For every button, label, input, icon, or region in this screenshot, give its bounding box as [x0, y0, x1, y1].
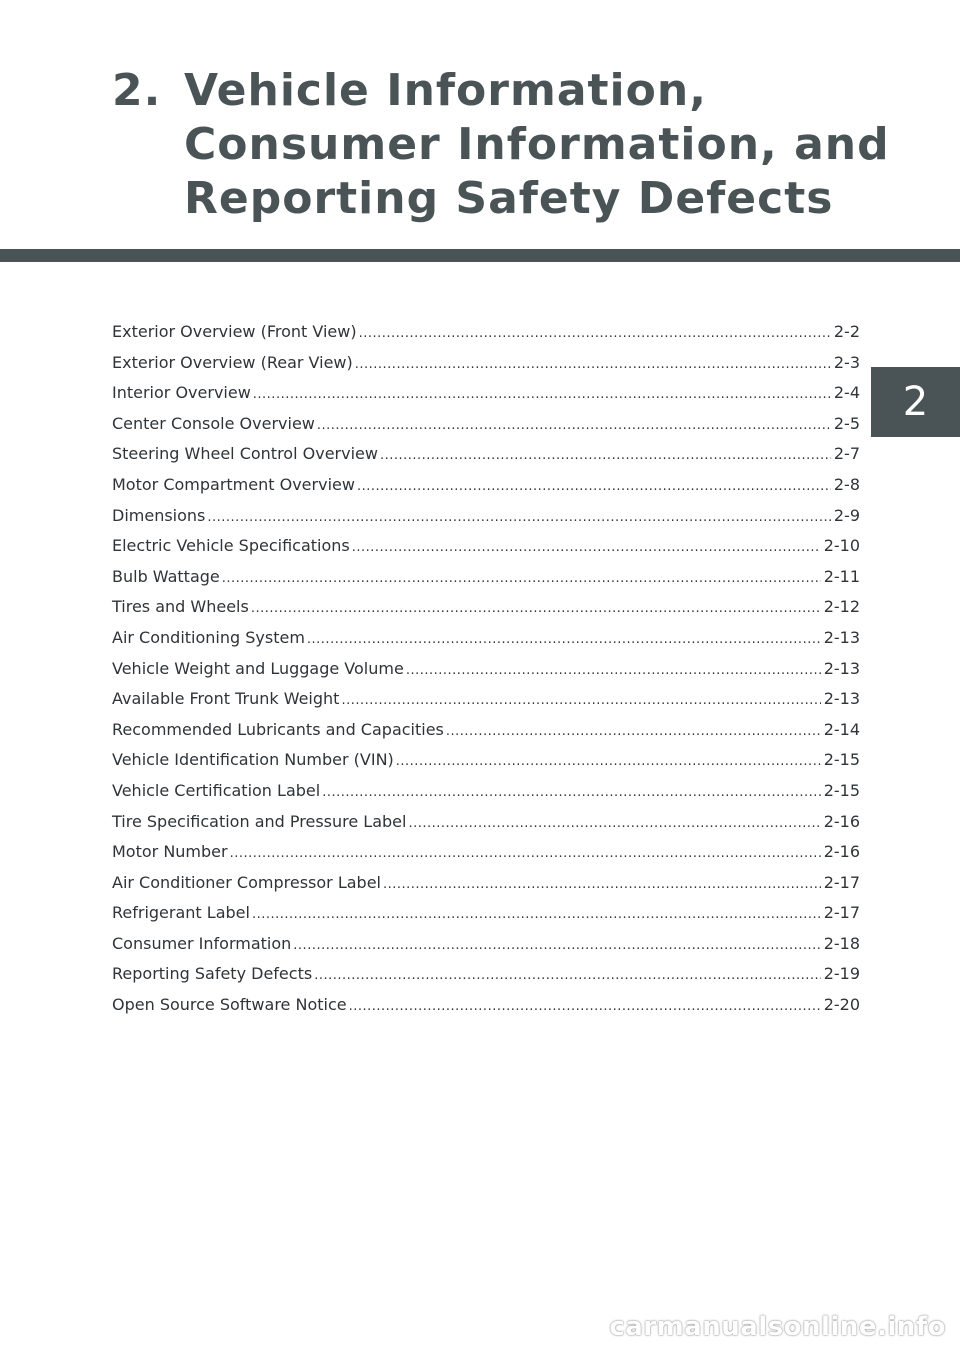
toc-leader-dots: [252, 907, 821, 922]
toc-leader-dots: [341, 693, 820, 708]
toc-entry-title: Air Conditioning System: [112, 627, 305, 647]
toc-entry-page: 2-19: [823, 964, 860, 984]
header-divider: [0, 249, 960, 262]
toc-entry[interactable]: [112, 322, 860, 353]
toc-entry-page: 2-4: [833, 383, 860, 403]
toc-entry-title: Motor Compartment Overview: [112, 474, 355, 494]
toc-entry[interactable]: [112, 964, 860, 995]
toc-entry[interactable]: [112, 873, 860, 904]
toc-entry[interactable]: [112, 475, 860, 506]
toc-entry-title: Reporting Safety Defects: [112, 964, 313, 984]
toc-entry-page: 2-15: [823, 780, 860, 800]
toc-leader-dots: [322, 785, 820, 800]
toc-leader-dots: [251, 601, 821, 616]
toc-entry[interactable]: [112, 353, 860, 384]
chapter-title-line-3: Reporting Safety Defects: [184, 173, 834, 224]
toc-entry-page: 2-3: [833, 352, 860, 372]
toc-entry-page: 2-12: [823, 597, 860, 617]
chapter-title-line-1: Vehicle Information,: [184, 65, 707, 116]
toc-entry[interactable]: [112, 812, 860, 843]
toc-leader-dots: [359, 326, 831, 341]
toc-entry[interactable]: [112, 781, 860, 812]
toc-entry-page: 2-7: [833, 444, 860, 464]
toc-entry-title: Recommended Lubricants and Capacities: [112, 719, 444, 739]
toc-leader-dots: [446, 724, 821, 739]
table-of-contents: [112, 322, 860, 1026]
toc-entry-title: Exterior Overview (Front View): [112, 322, 357, 341]
chapter-title: [184, 64, 924, 226]
toc-leader-dots: [383, 877, 821, 892]
toc-leader-dots: [355, 357, 831, 372]
toc-entry-page: 2-5: [833, 413, 860, 433]
toc-entry-title: Tires and Wheels: [112, 597, 249, 617]
toc-entry-title: Exterior Overview (Rear View): [112, 352, 353, 372]
toc-leader-dots: [253, 387, 831, 402]
toc-leader-dots: [349, 999, 821, 1014]
toc-leader-dots: [352, 540, 821, 555]
toc-entry-title: Available Front Trunk Weight: [112, 689, 340, 709]
toc-entry-title: Motor Number: [112, 842, 228, 862]
toc-entry[interactable]: [112, 383, 860, 414]
toc-entry-page: 2-17: [823, 903, 860, 923]
toc-entry[interactable]: [112, 536, 860, 567]
toc-entry-page: 2-13: [823, 689, 860, 709]
toc-entry[interactable]: [112, 750, 860, 781]
toc-entry-page: 2-15: [823, 750, 860, 770]
toc-entry-title: Open Source Software Notice: [112, 995, 347, 1015]
toc-entry-page: 2-10: [823, 536, 860, 556]
watermark: carmanualsonline.info: [609, 1312, 946, 1342]
chapter-tab[interactable]: 2: [871, 367, 960, 437]
toc-leader-dots: [406, 663, 821, 678]
toc-entry-page: 2-11: [823, 566, 860, 586]
toc-entry-title: Refrigerant Label: [112, 903, 250, 923]
toc-entry[interactable]: [112, 842, 860, 873]
chapter-header: [0, 0, 960, 262]
toc-entry-title: Dimensions: [112, 505, 206, 525]
toc-entry-page: 2-2: [833, 322, 860, 341]
toc-leader-dots: [230, 846, 821, 861]
toc-entry-page: 2-20: [823, 995, 860, 1015]
toc-entry-title: Center Console Overview: [112, 413, 315, 433]
toc-entry-page: 2-16: [823, 811, 860, 831]
toc-entry-page: 2-13: [823, 658, 860, 678]
toc-entry-page: 2-13: [823, 627, 860, 647]
toc-entry-title: Vehicle Certification Label: [112, 780, 321, 800]
toc-entry-page: 2-18: [823, 933, 860, 953]
toc-entry-title: Consumer Information: [112, 933, 292, 953]
toc-entry[interactable]: [112, 597, 860, 628]
toc-entry[interactable]: [112, 414, 860, 445]
toc-leader-dots: [314, 968, 821, 983]
toc-leader-dots: [293, 938, 820, 953]
toc-entry-title: Vehicle Identification Number (VIN): [112, 750, 394, 770]
toc-entry[interactable]: [112, 659, 860, 690]
chapter-title-line-2: Consumer Information, and: [184, 119, 890, 170]
toc-entry[interactable]: [112, 903, 860, 934]
toc-entry[interactable]: [112, 934, 860, 965]
toc-entry-page: 2-9: [833, 505, 860, 525]
toc-entry[interactable]: [112, 689, 860, 720]
toc-leader-dots: [222, 571, 821, 586]
toc-entry[interactable]: [112, 995, 860, 1026]
toc-entry[interactable]: [112, 567, 860, 598]
toc-entry-title: Air Conditioner Compressor Label: [112, 872, 381, 892]
toc-entry-title: Vehicle Weight and Luggage Volume: [112, 658, 404, 678]
toc-entry-title: Electric Vehicle Specifications: [112, 536, 350, 556]
toc-entry[interactable]: [112, 444, 860, 475]
toc-entry-title: Interior Overview: [112, 383, 251, 403]
toc-entry-title: Tire Specification and Pressure Label: [112, 811, 407, 831]
toc-entry[interactable]: [112, 720, 860, 751]
toc-leader-dots: [307, 632, 821, 647]
toc-entry-page: 2-17: [823, 872, 860, 892]
toc-leader-dots: [380, 448, 831, 463]
toc-entry-title: Bulb Wattage: [112, 566, 220, 586]
toc-entry-page: 2-14: [823, 719, 860, 739]
chapter-number: 2.: [112, 65, 162, 116]
toc-leader-dots: [357, 479, 831, 494]
toc-leader-dots: [408, 816, 820, 831]
toc-entry[interactable]: [112, 628, 860, 659]
toc-leader-dots: [396, 754, 821, 769]
toc-entry[interactable]: [112, 506, 860, 537]
toc-entry-page: 2-16: [823, 842, 860, 862]
toc-entry-title: Steering Wheel Control Overview: [112, 444, 378, 464]
toc-leader-dots: [207, 510, 830, 525]
toc-entry-page: 2-8: [833, 474, 860, 494]
toc-leader-dots: [317, 418, 831, 433]
